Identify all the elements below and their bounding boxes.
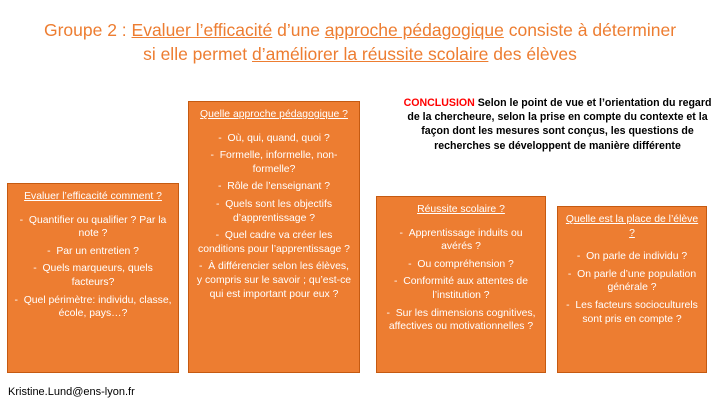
box-heading: Réussite scolaire ? xyxy=(417,204,505,215)
conclusion-keyword: CONCLUSION xyxy=(403,97,475,109)
list-item: - Sur les dimensions cognitives, affectives ou motivationnelles ? xyxy=(383,307,539,334)
title-text-2: consiste à déterminer si elle permet xyxy=(143,20,677,64)
title-prefix: Groupe 2 : xyxy=(43,20,132,40)
list-item: - Conformité aux attentes de l’institution ? xyxy=(383,275,539,302)
list-item: - Les facteurs socioculturels sont pris en compte ? xyxy=(564,299,700,326)
list-item: - Formelle, informelle, non-formelle? xyxy=(195,149,353,176)
title-evaluer: Evaluer l’efficacité xyxy=(131,20,273,40)
title-text-3: des élèves xyxy=(488,44,577,64)
list-item: - On parle d’une population générale ? xyxy=(564,268,700,295)
list-item: - Quels marqueurs, quels facteurs? xyxy=(14,262,172,289)
box-heading: Evaluer l’efficacité comment ? xyxy=(24,191,162,202)
list-item: - Où, qui, quand, quoi ? xyxy=(195,132,353,146)
box-list xyxy=(564,250,700,326)
box-heading: Quelle approche pédagogique ? xyxy=(200,109,348,120)
box-list xyxy=(195,132,353,302)
box-list xyxy=(383,227,539,334)
box-reussite-scolaire xyxy=(376,196,546,373)
list-item: - Apprentissage induits ou avérés ? xyxy=(383,227,539,254)
list-item: - Quantifier ou qualifier ? Par la note ? xyxy=(14,214,172,241)
box-heading: Quelle est la place de l’élève ? xyxy=(565,214,699,239)
list-item: - On parle de individu ? xyxy=(564,250,700,264)
author-email: Kristine.Lund@ens-lyon.fr xyxy=(8,386,135,398)
list-item: - Quel cadre va créer les conditions pour l’apprentissage ? xyxy=(195,229,353,256)
list-item: - Rôle de l’enseignant ? xyxy=(195,180,353,194)
list-item: - Par un entretien ? xyxy=(14,245,172,259)
title-reussite: d’améliorer la réussite scolaire xyxy=(252,44,489,64)
slide-title xyxy=(40,18,680,66)
box-approche-pedagogique xyxy=(188,101,360,373)
list-item: - Quel périmètre: individu, classe, école, pays…? xyxy=(14,294,172,321)
conclusion-text xyxy=(400,96,715,153)
list-item: - À différencier selon les élèves, y compris sur le savoir ; qu’est-ce qui est important pour eux ? xyxy=(195,260,353,301)
conclusion-body: Selon le point de vue et l’orientation du regard de la chercheure, selon la prise en compte du contexte et la façon dont les mesures sont conçus, les questions de recherches se développent de manière différente xyxy=(407,97,712,152)
title-approche: approche pédagogique xyxy=(324,20,504,40)
list-item: - Ou compréhension ? xyxy=(383,258,539,272)
box-list xyxy=(14,214,172,321)
box-place-eleve xyxy=(557,206,707,373)
box-evaluer-efficacite xyxy=(7,183,179,373)
title-text-1: d’une xyxy=(272,20,325,40)
list-item: - Quels sont les objectifs d’apprentissage ? xyxy=(195,198,353,225)
